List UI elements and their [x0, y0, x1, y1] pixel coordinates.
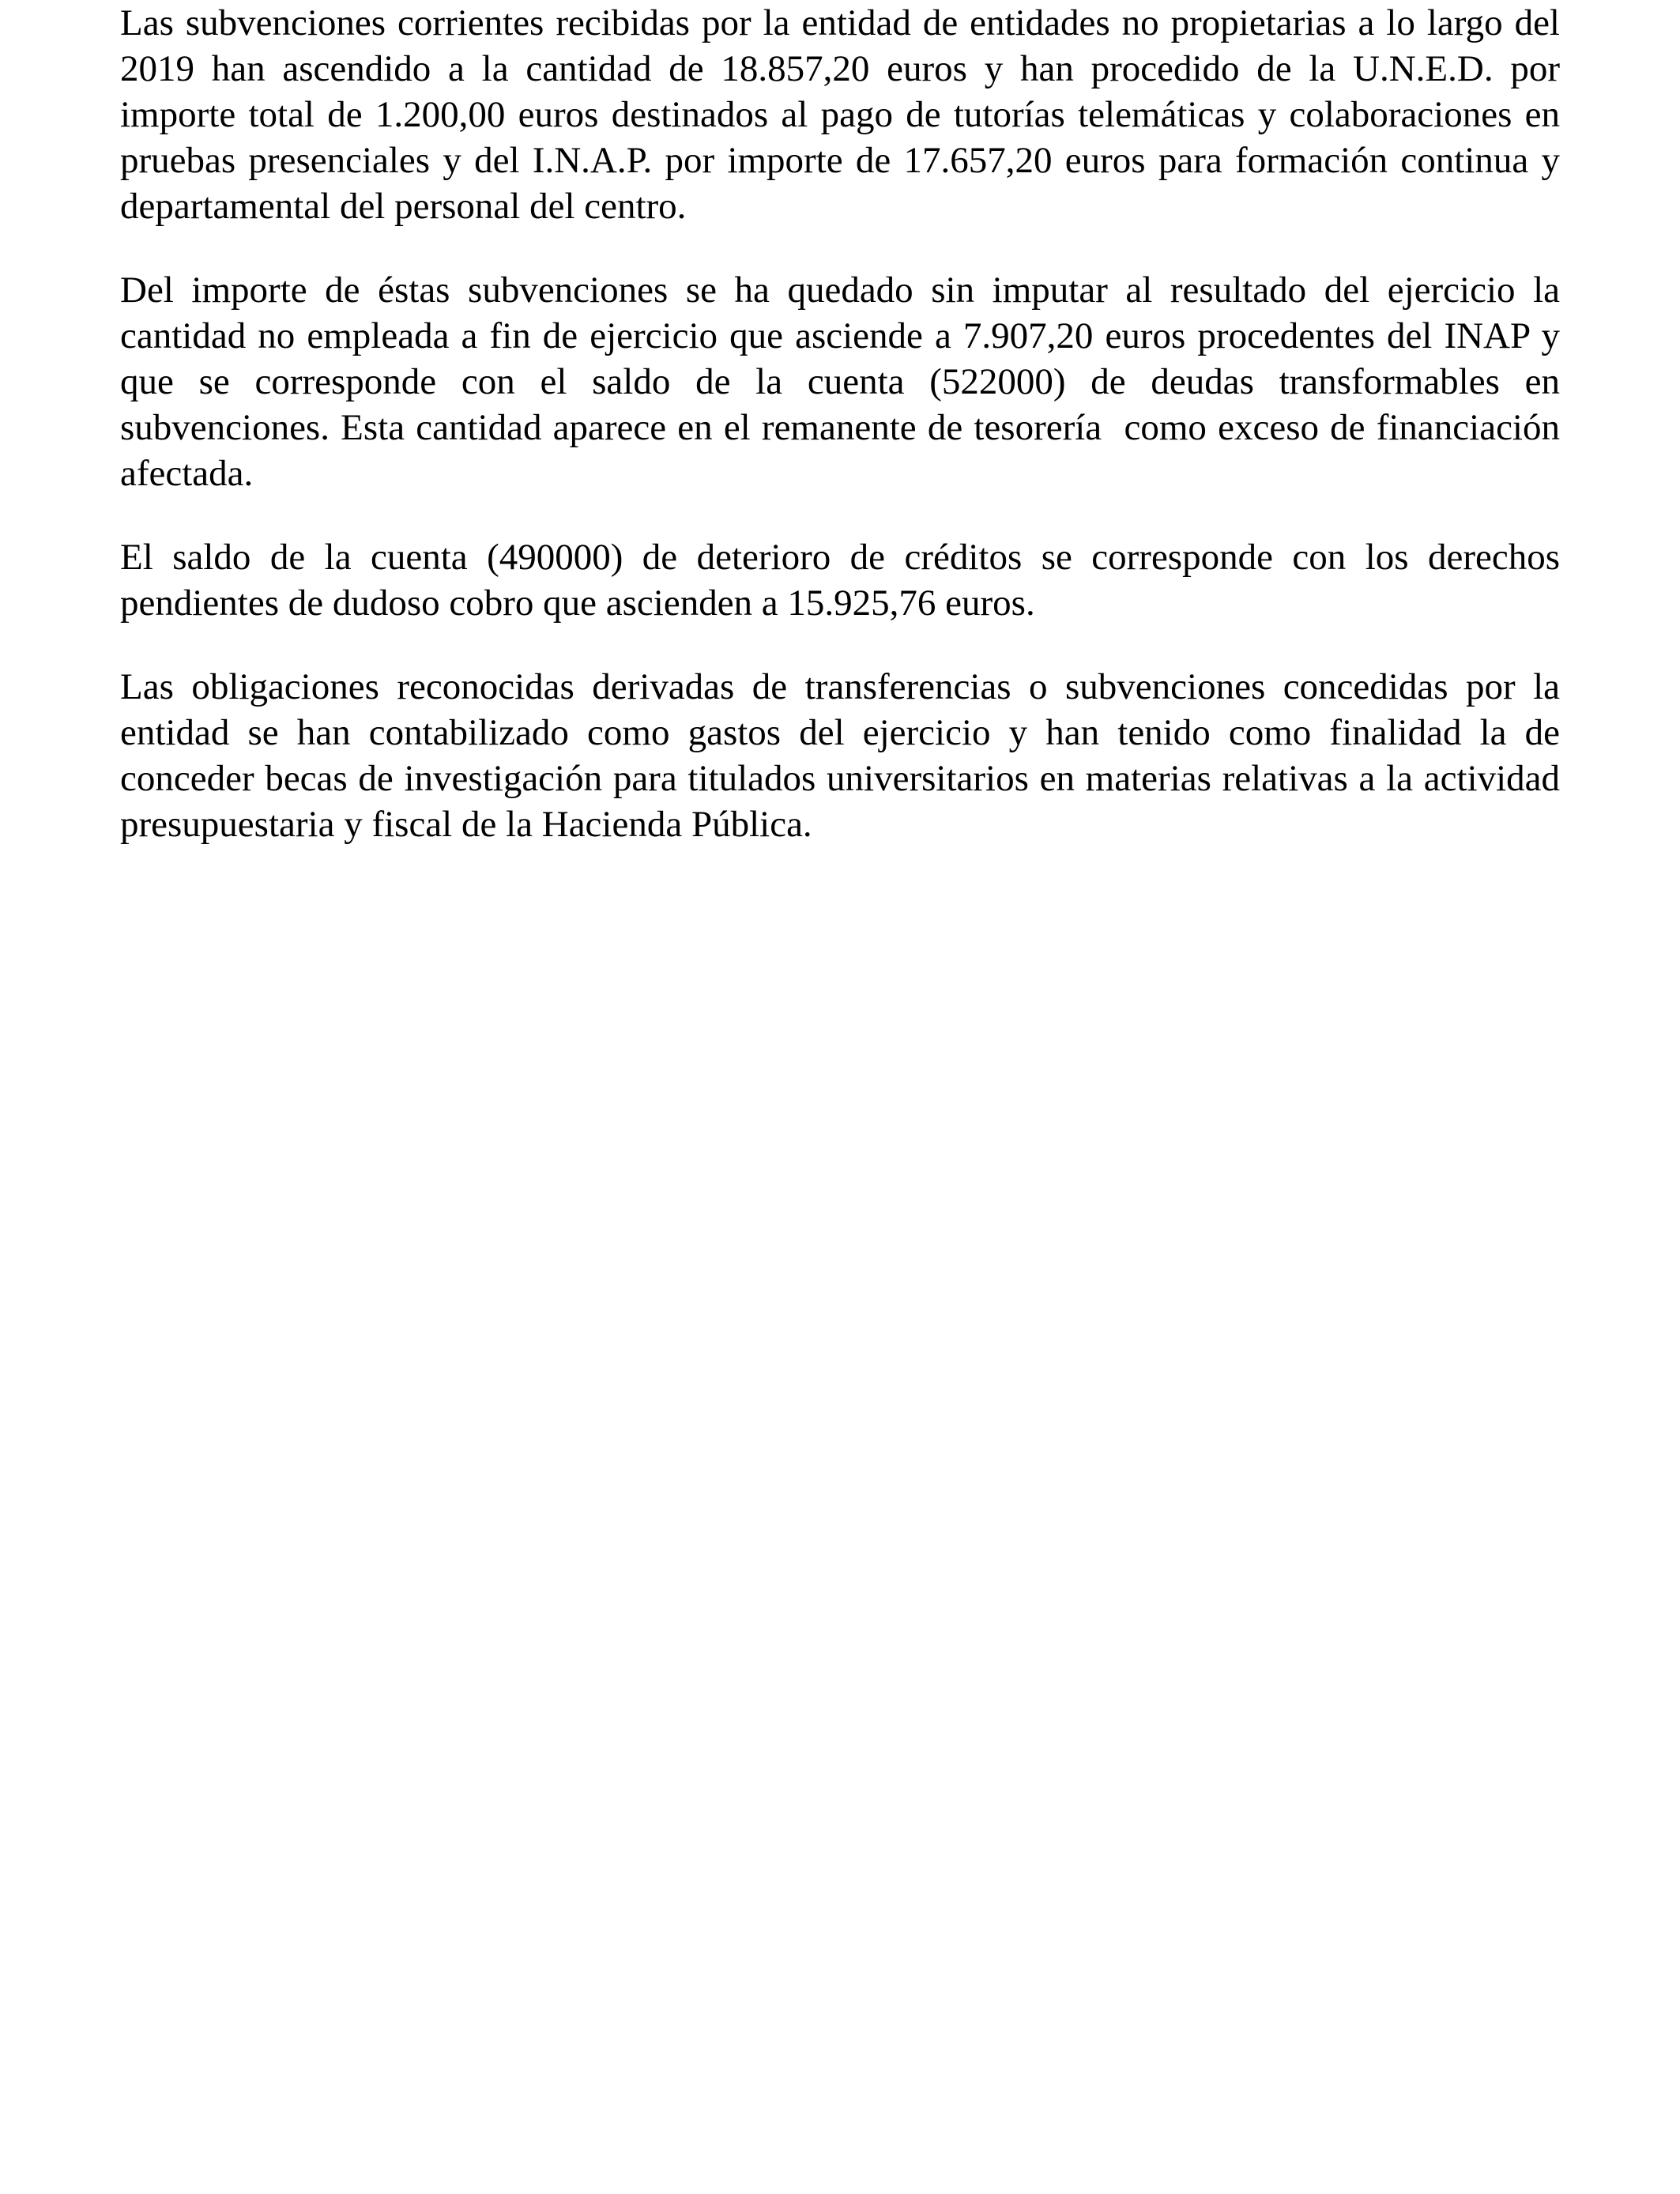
paragraph-subvenciones-recibidas: Las subvenciones corrientes recibidas por la entidad de entidades no propietarias a lo largo del 2019 han ascendido a la cantidad de 18.857,20 euros y han procedido de la U.N.E.D. por importe total de 1.200,00 euros destinados al pago de tutorías telemáticas y colaboraciones en pruebas presenciales y del I.N.A.P. por importe de 17.657,20 euros para formación continua y departamental del personal del centro. — [120, 2, 1569, 227]
paragraph-importe-sin-imputar: Del importe de éstas subvenciones se ha quedado sin imputar al resultado del ejercicio la cantidad no empleada a fin de ejercicio que asciende a 7.907,20 euros procedentes del INAP y que se corresponde con el saldo de la cuenta (522000) de deudas transformables en subvenciones. Esta cantidad aparece en el remanente de tesorería como exceso de financiación afectada. — [120, 270, 1569, 494]
paragraph-deterioro-creditos: El saldo de la cuenta (490000) de deterioro de créditos se corresponde con los derechos pendientes de dudoso cobro que ascienden a 15.925,76 euros. — [120, 537, 1569, 624]
paragraph-obligaciones-reconocidas: Las obligaciones reconocidas derivadas de transferencias o subvenciones concedidas por la entidad se han contabilizado como gastos del ejercicio y han tenido como finalidad la de conceder becas de investigación para titulados universitarios en materias relativas a la actividad presupuestaria y fiscal de la Hacienda Pública. — [120, 666, 1569, 845]
document-body — [120, 0, 1569, 885]
